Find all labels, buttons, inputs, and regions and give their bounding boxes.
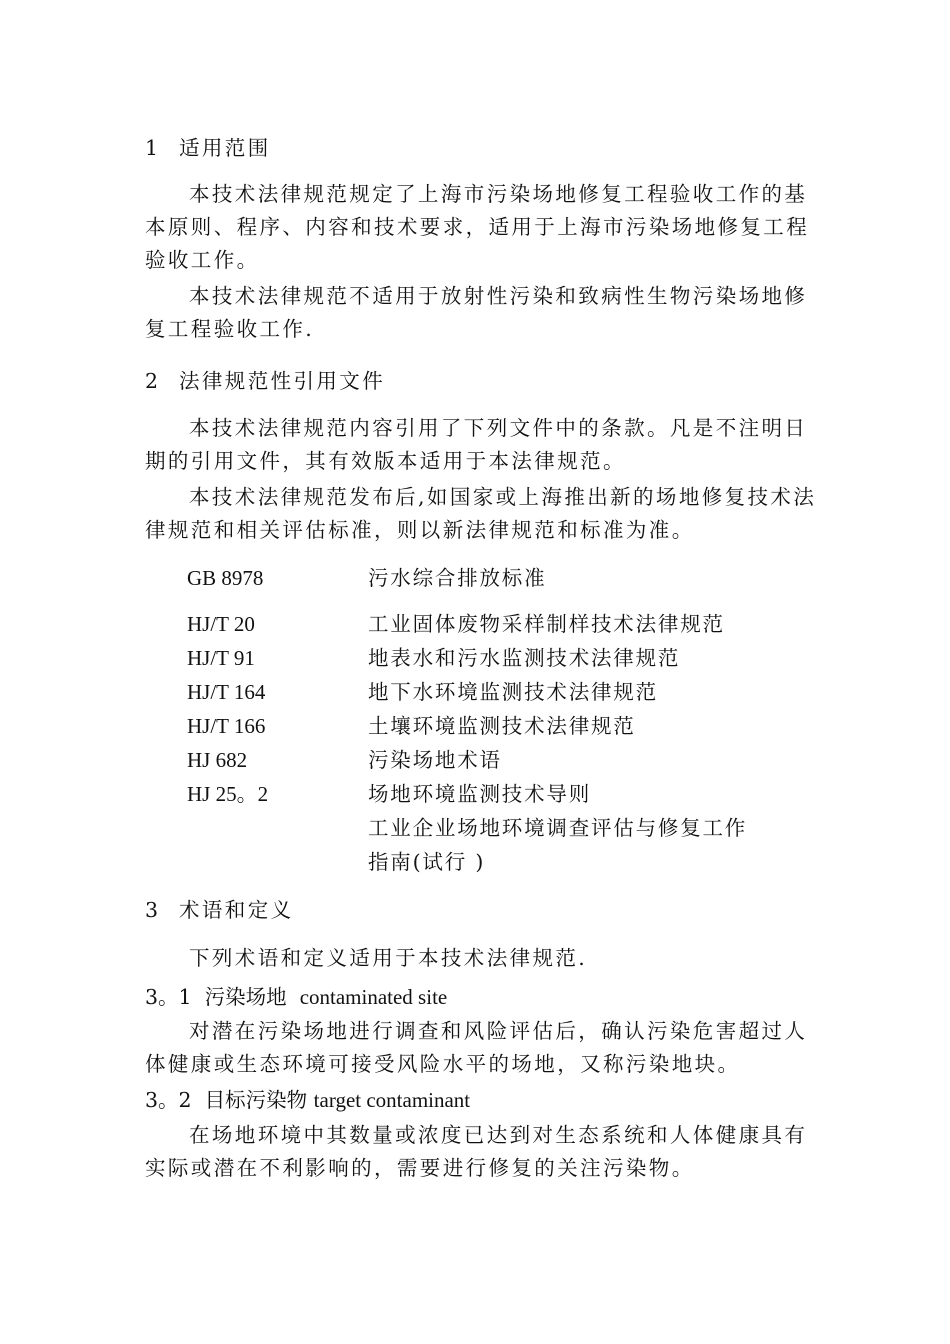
section-number: 3 <box>145 898 159 922</box>
reference-title: 场地环境监测技术导则 <box>368 782 591 806</box>
term-number: 3。2 <box>145 1088 192 1112</box>
reference-code: GB 8978 <box>187 566 264 590</box>
section-2-heading <box>145 367 385 395</box>
reference-code: HJ/T 164 <box>187 680 266 704</box>
term-heading <box>145 983 447 1011</box>
reference-title: 工业固体废物采样制样技术法律规范 <box>368 612 725 636</box>
paragraph-line: 复工程验收工作. <box>145 317 315 341</box>
paragraph-line: 验收工作。 <box>145 248 260 272</box>
reference-title: 污染场地术语 <box>368 748 502 772</box>
paragraph-line: 对潜在污染场地进行调查和风险评估后，确认污染危害超过人 <box>189 1019 808 1043</box>
section-number: 1 <box>145 136 159 160</box>
section-3-heading <box>145 896 294 924</box>
paragraph-line: 实际或潜在不利影响的，需要进行修复的关注污染物。 <box>145 1156 695 1180</box>
paragraph-line: 本原则、程序、内容和技术要求，适用于上海市污染场地修复工程 <box>145 215 810 239</box>
reference-code: HJ/T 91 <box>187 646 255 670</box>
paragraph-line: 本技术法律规范内容引用了下列文件中的条款。凡是不注明日 <box>189 416 808 440</box>
reference-code: HJ 25。2 <box>187 782 269 806</box>
section-title: 法律规范性引用文件 <box>179 369 386 393</box>
paragraph-line: 体健康或生态环境可接受风险水平的场地，又称污染地块。 <box>145 1052 741 1076</box>
section-1-heading <box>145 134 271 162</box>
paragraph-line: 本技术法律规范不适用于放射性污染和致病性生物污染场地修 <box>189 284 808 308</box>
reference-title: 指南(试行 ) <box>368 850 486 874</box>
section-title: 术语和定义 <box>179 898 294 922</box>
term-heading <box>145 1086 470 1114</box>
term-number: 3。1 <box>145 985 192 1009</box>
reference-title: 地表水和污水监测技术法律规范 <box>368 646 681 670</box>
reference-title: 污水综合排放标准 <box>368 566 547 590</box>
reference-code: HJ/T 20 <box>187 612 255 636</box>
reference-title: 地下水环境监测技术法律规范 <box>368 680 658 704</box>
term-en: target contaminant <box>313 1088 471 1112</box>
paragraph-line: 本技术法律规范规定了上海市污染场地修复工程验收工作的基 <box>189 182 808 206</box>
term-zh: 目标污染物 <box>204 1088 308 1112</box>
term-zh: 污染场地 <box>204 985 287 1009</box>
paragraph-line: 下列术语和定义适用于本技术法律规范. <box>189 946 588 970</box>
paragraph-line: 本技术法律规范发布后,如国家或上海推出新的场地修复技术法 <box>189 485 817 509</box>
paragraph-line: 律规范和相关评估标准，则以新法律规范和标准为准。 <box>145 518 695 542</box>
reference-title: 土壤环境监测技术法律规范 <box>368 714 636 738</box>
term-en: contaminated site <box>299 985 448 1009</box>
paragraph-line: 在场地环境中其数量或浓度已达到对生态系统和人体健康具有 <box>189 1123 808 1147</box>
section-number: 2 <box>145 369 159 393</box>
paragraph-line: 期的引用文件，其有效版本适用于本法律规范。 <box>145 449 626 473</box>
reference-code: HJ/T 166 <box>187 714 266 738</box>
reference-title: 工业企业场地环境调查评估与修复工作 <box>368 816 748 840</box>
section-title: 适用范围 <box>179 136 271 160</box>
reference-code: HJ 682 <box>187 748 248 772</box>
